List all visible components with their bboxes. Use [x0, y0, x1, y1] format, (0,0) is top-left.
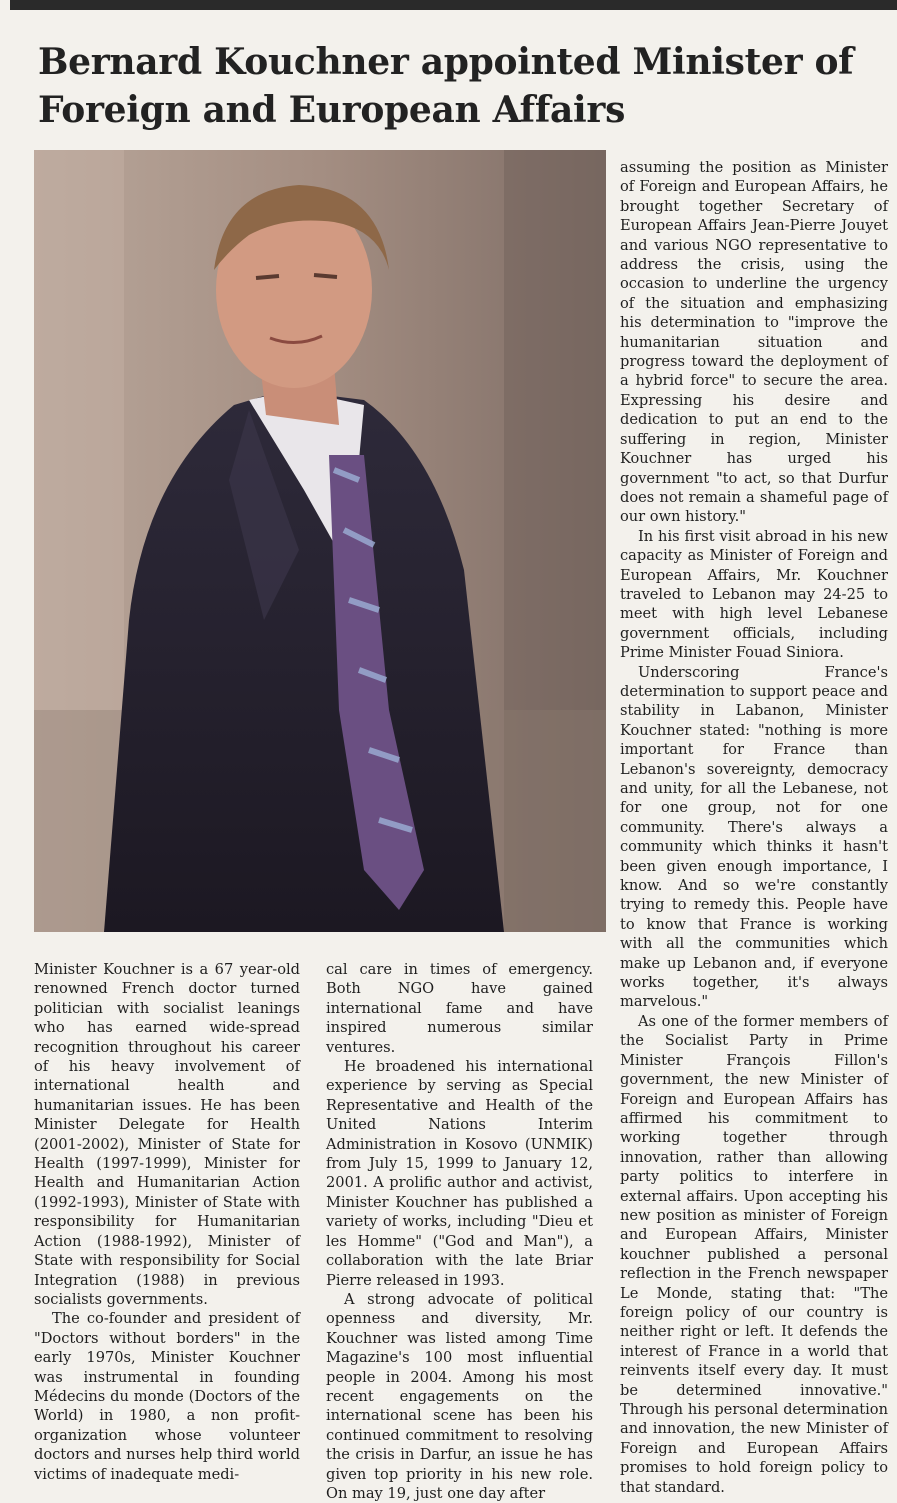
top-rule [10, 0, 897, 10]
paragraph: Underscoring France's determination to support peace and stability in Labanon, Minister Kouchner stated: "nothing is more important for France than Lebanon's sovereignty, democracy and unity, for all the Lebanese, not for one group, not for one community. There's always a community which thinks it hasn't been given enough importance, I know. And so we're constantly trying to remedy this. People have to know that France is working with all the communities which make up Lebanon and, if everyone works together, it's always marvelous." [620, 663, 888, 1011]
paragraph: As one of the former members of the Socialist Party in Prime Minister François Fillon's government, the new Minister of Foreign and European Affairs has affirmed his commitment to working together through innovation, rather than allowing party politics to interfere in external affairs. Upon accepting his new position as minister of Foreign and European Affairs, Minister kouchner published a personal reflection in the French newspaper Le Monde, stating that: "The foreign policy of our country is neither right or left. It defends the interest of France in a world that reinvents itself every day. It must be determined innovative." Through his personal determination and innovation, the new Minister of Foreign and European Affairs promises to hold foreign policy to that standard. [620, 1012, 888, 1496]
paragraph: Minister Kouchner is a 67 year-old renowned French doctor turned politician with socialist leanings who has earned wide-spread recognition throughout his career of his heavy involvement of international health and humanitarian issues. He has been Minister Delegate for Health (2001-2002), Minister of State for Health (1997-1999), Minister for Health and Humanitarian Action (1992-1993), Minister of State with responsibility for Humanitarian Action (1988-1992), Minister of State with responsibility for Social Integration (1988) in previous socialists governments. [34, 961, 300, 1308]
paragraph: In his first visit abroad in his new capacity as Minister of Foreign and European Affairs, Mr. Kouchner traveled to Lebanon may 24-25 to meet with high level Lebanese government officials, including Prime Minister Fouad Siniora. [620, 527, 888, 662]
headline-line-1: Bernard Kouchner appointed Minister of [38, 41, 854, 83]
paragraph: cal care in times of emergency. Both NGO have gained international fame and have inspired numerous similar ventures. [326, 961, 593, 1056]
article-column-right [620, 158, 888, 1497]
paragraph: The co-founder and president of "Doctors without borders" in the early 1970s, Minister Kouchner was instrumental in founding Médecins du monde (Doctors of the World) in 1980, a non profit-organization whose volunteer doctors and nurses help third world victims of inadequate medi- [34, 1310, 301, 1483]
portrait-illustration [34, 150, 606, 932]
headline [38, 38, 888, 134]
portrait-photo [34, 150, 606, 932]
paragraph: He broadened his international experience by serving as Special Representative and Health of the United Nations Interim Administration in Kosovo (UNMIK) from July 15, 1999 to January 12, 2001. A prolific author and activist, Minister Kouchner has published a variety of works, including "Dieu et les Homme" ("God and Man"), a collaboration with the late Briar Pierre released in 1993. [326, 1058, 593, 1289]
article-column-left [34, 960, 300, 1484]
article-column-middle [326, 960, 593, 1503]
paragraph: A strong advocate of political openness and diversity, Mr. Kouchner was listed among Time Magazine's 100 most influential people in 2004. Among his most recent engagements on the international scene has been his continued commitment to resolving the crisis in Darfur, an issue he has given top priority in his new role. On may 19, just one day after [326, 1290, 593, 1502]
paragraph: assuming the position as Minister of Foreign and European Affairs, he brought together Secretary of European Affairs Jean-Pierre Jouyet and various NGO representative to address the crisis, using the occasion to underline the urgency of the situation and emphasizing his determination to "improve the humanitarian situation and progress toward the deployment of a hybrid force" to secure the area. Expressing his desire and dedication to put an end to the suffering in region, Minister Kouchner has urged his government "to act, so that Durfur does not remain a shameful page of our own history." [620, 159, 888, 526]
headline-line-2: Foreign and European Affairs [38, 89, 626, 131]
